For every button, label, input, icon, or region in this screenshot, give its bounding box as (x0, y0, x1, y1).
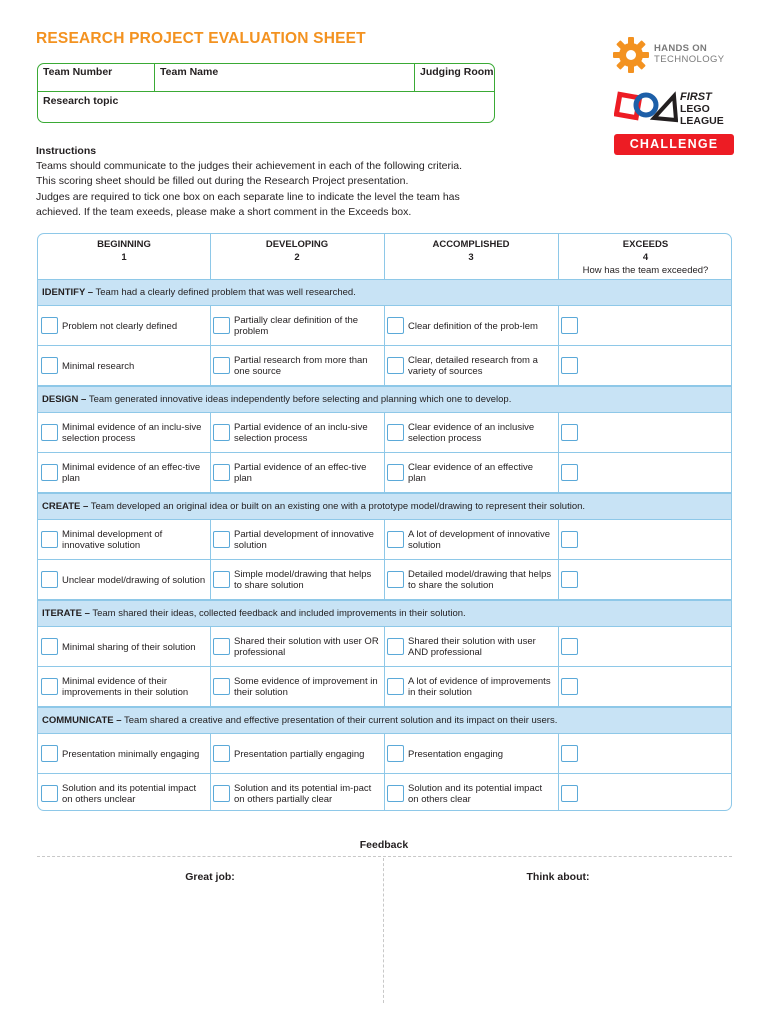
level-header (384, 234, 558, 279)
criteria-text: Partial evidence of an effec-tive plan (234, 462, 367, 484)
column-divider (558, 627, 559, 666)
column-divider (384, 453, 385, 492)
column-divider (558, 453, 559, 492)
tick-checkbox[interactable] (387, 357, 404, 374)
criteria-text: Solution and its potential impact on others unclear (62, 783, 197, 805)
tick-checkbox[interactable] (561, 571, 578, 588)
fll-challenge-banner: CHALLENGE (614, 134, 734, 155)
level-number: 4 (642, 252, 649, 263)
criteria-cell (38, 560, 210, 600)
tick-checkbox[interactable] (213, 531, 230, 548)
tick-checkbox[interactable] (41, 317, 58, 334)
category-description: Team had a clearly defined problem that was well researched. (93, 287, 356, 298)
tick-checkbox[interactable] (41, 678, 58, 695)
criteria-text: Clear evidence of an inclusive selection process (408, 422, 535, 444)
criteria-cell (384, 346, 558, 386)
criteria-cell (384, 560, 558, 600)
criteria-cell (210, 346, 384, 386)
criteria-row (38, 413, 731, 453)
criteria-text: Solution and its potential impact on others clear (408, 783, 543, 805)
column-divider (558, 734, 559, 773)
criteria-text: Shared their solution with user OR professional (234, 636, 379, 658)
tick-checkbox[interactable] (561, 638, 578, 655)
criteria-cell (38, 453, 210, 493)
tick-checkbox[interactable] (387, 638, 404, 655)
criteria-text: Solution and its potential im-pact on others partially clear (234, 783, 372, 805)
criteria-cell (384, 627, 558, 667)
column-divider (210, 560, 211, 599)
category-description: Team shared a creative and effective presentation of their current solution and its impact on their users. (121, 715, 558, 726)
category-name: DESIGN – (42, 394, 87, 405)
judging-room-field[interactable]: Judging Room (420, 66, 494, 78)
criteria-cell (384, 734, 558, 774)
criteria-cell (210, 453, 384, 493)
criteria-text: Minimal evidence of an inclu-sive selection process (62, 422, 202, 444)
tick-checkbox[interactable] (41, 785, 58, 802)
criteria-cell (210, 734, 384, 774)
tick-checkbox[interactable] (41, 424, 58, 441)
level-header (558, 234, 732, 279)
tick-checkbox[interactable] (387, 531, 404, 548)
tick-checkbox[interactable] (387, 745, 404, 762)
criteria-cell (384, 413, 558, 453)
column-divider (384, 627, 385, 666)
criteria-cell (558, 774, 732, 811)
team-number-field[interactable]: Team Number (38, 64, 155, 92)
column-divider (558, 774, 559, 811)
criteria-cell (558, 306, 732, 346)
level-label: EXCEEDS (622, 239, 669, 250)
criteria-text: Clear evidence of an effective plan (408, 462, 533, 484)
tick-checkbox[interactable] (561, 424, 578, 441)
criteria-text: Unclear model/drawing of solution (62, 574, 206, 586)
tick-checkbox[interactable] (213, 745, 230, 762)
category-description: Team shared their ideas, collected feedback and included improvements in their solution. (89, 608, 466, 619)
column-divider (558, 667, 559, 706)
instructions-heading: Instructions (36, 145, 97, 157)
tick-checkbox[interactable] (387, 424, 404, 441)
category-name: COMMUNICATE – (42, 715, 122, 726)
criteria-text: Some evidence of improvement in their solution (234, 676, 378, 698)
criteria-text: Presentation minimally engaging (62, 748, 200, 760)
criteria-cell (38, 306, 210, 346)
criteria-cell (210, 667, 384, 707)
research-topic-field[interactable]: Research topic (43, 95, 119, 107)
column-divider (210, 413, 211, 452)
criteria-text: Partial research from more than one source (234, 355, 368, 377)
tick-checkbox[interactable] (213, 317, 230, 334)
tick-checkbox[interactable] (561, 357, 578, 374)
fll-first-text: FIRST (680, 91, 712, 103)
criteria-cell (210, 520, 384, 560)
criteria-cell (558, 667, 732, 707)
level-label: DEVELOPING (265, 239, 329, 250)
criteria-text: Partial development of innovative solution (234, 529, 374, 551)
instructions-line: achieved. If the team exeeds, please make a short comment in the Exceeds box. (36, 205, 412, 218)
tick-checkbox[interactable] (561, 785, 578, 802)
criteria-cell (38, 520, 210, 560)
criteria-text: Minimal research (62, 360, 135, 372)
column-divider (210, 667, 211, 706)
tick-checkbox[interactable] (561, 531, 578, 548)
page-title: RESEARCH PROJECT EVALUATION SHEET (36, 30, 366, 47)
criteria-row (38, 667, 731, 707)
category-row (38, 279, 731, 306)
instructions-line: Judges are required to tick one box on each separate line to indicate the level the team has (36, 190, 460, 203)
category-name: CREATE – (42, 501, 89, 512)
tick-checkbox[interactable] (561, 745, 578, 762)
criteria-text: A lot of development of innovative solution (408, 529, 551, 551)
feedback-title: Feedback (359, 839, 409, 851)
tick-checkbox[interactable] (561, 678, 578, 695)
column-divider (384, 667, 385, 706)
team-name-field[interactable]: Team Name (155, 64, 415, 92)
category-description: Team developed an original idea or built on an existing one with a prototype model/drawing to represent their solution. (88, 501, 586, 512)
tick-checkbox[interactable] (41, 357, 58, 374)
column-divider (384, 520, 385, 559)
level-number: 2 (294, 252, 300, 263)
criteria-cell (558, 520, 732, 560)
level-header (38, 234, 210, 279)
criteria-row (38, 560, 731, 600)
column-divider (384, 413, 385, 452)
tick-checkbox[interactable] (41, 464, 58, 481)
instructions-line: Teams should communicate to the judges their achievement in each of the following criteria. (36, 160, 463, 173)
criteria-cell (38, 667, 210, 707)
column-divider (210, 346, 211, 385)
criteria-text: Shared their solution with user AND professional (408, 636, 536, 658)
team-info-box (37, 63, 495, 123)
column-divider (384, 774, 385, 811)
criteria-cell (384, 774, 558, 811)
criteria-cell (384, 520, 558, 560)
category-name: ITERATE – (42, 608, 90, 619)
first-lego-league-challenge-logo (614, 86, 734, 156)
criteria-cell (558, 560, 732, 600)
level-header (210, 234, 384, 279)
criteria-text: Minimal development of innovative solution (62, 529, 163, 551)
criteria-text: Minimal evidence of their improvements in their solution (62, 676, 189, 698)
criteria-cell (558, 453, 732, 493)
criteria-cell (210, 627, 384, 667)
criteria-text: A lot of evidence of improvements in their solution (408, 676, 551, 698)
level-number: 3 (468, 252, 474, 263)
hands-on-technology-gear-icon (612, 36, 650, 74)
great-job-label: Great job: (185, 871, 235, 883)
tick-checkbox[interactable] (213, 678, 230, 695)
column-divider (210, 627, 211, 666)
tick-checkbox[interactable] (561, 317, 578, 334)
tick-checkbox[interactable] (387, 785, 404, 802)
instructions-line: This scoring sheet should be filled out during the Research Project presentation. (36, 175, 409, 188)
criteria-text: Minimal sharing of their solution (62, 641, 196, 653)
tick-checkbox[interactable] (213, 357, 230, 374)
criteria-text: Partial evidence of an inclu-sive selection process (234, 422, 368, 444)
tick-checkbox[interactable] (561, 464, 578, 481)
criteria-cell (38, 627, 210, 667)
category-row (38, 386, 731, 413)
column-divider (384, 346, 385, 385)
criteria-text: Partially clear definition of the problem (234, 315, 359, 337)
column-divider (558, 413, 559, 452)
level-number: 1 (121, 252, 127, 263)
column-divider (384, 560, 385, 599)
criteria-row (38, 520, 731, 560)
tick-checkbox[interactable] (387, 678, 404, 695)
evaluation-rubric-table (37, 233, 732, 811)
tick-checkbox[interactable] (213, 638, 230, 655)
tick-checkbox[interactable] (41, 571, 58, 588)
criteria-row (38, 453, 731, 493)
criteria-row (38, 774, 731, 811)
criteria-text: Problem not clearly defined (62, 320, 178, 332)
criteria-cell (210, 413, 384, 453)
tick-checkbox[interactable] (213, 785, 230, 802)
criteria-cell (210, 306, 384, 346)
criteria-cell (210, 774, 384, 811)
instructions (36, 144, 506, 220)
tick-checkbox[interactable] (213, 424, 230, 441)
column-divider (210, 453, 211, 492)
tick-checkbox[interactable] (41, 638, 58, 655)
criteria-cell (384, 453, 558, 493)
criteria-cell (558, 627, 732, 667)
criteria-cell (558, 413, 732, 453)
criteria-text: Minimal evidence of an effec-tive plan (62, 462, 201, 484)
level-note: How has the team exceeded? (582, 265, 709, 276)
criteria-cell (38, 734, 210, 774)
fll-shapes-icon (614, 88, 678, 132)
fll-lego-text: LEGO (680, 103, 710, 115)
column-divider (558, 560, 559, 599)
criteria-text: Clear, detailed research from a variety of sources (408, 355, 538, 377)
column-divider (384, 306, 385, 345)
tick-checkbox[interactable] (41, 745, 58, 762)
criteria-cell (38, 774, 210, 811)
technology-text: TECHNOLOGY (654, 54, 725, 65)
column-divider (210, 774, 211, 811)
think-about-label: Think about: (526, 871, 590, 883)
team-info-row (38, 64, 494, 92)
criteria-row (38, 346, 731, 386)
category-row (38, 707, 731, 734)
tick-checkbox[interactable] (387, 317, 404, 334)
column-divider (210, 520, 211, 559)
criteria-text: Clear definition of the prob-lem (408, 320, 538, 332)
criteria-cell (210, 560, 384, 600)
criteria-cell (558, 734, 732, 774)
tick-checkbox[interactable] (387, 571, 404, 588)
criteria-row (38, 734, 731, 774)
column-divider (558, 520, 559, 559)
criteria-row (38, 627, 731, 667)
column-divider (210, 234, 211, 279)
category-row (38, 493, 731, 520)
column-divider (558, 346, 559, 385)
tick-checkbox[interactable] (41, 531, 58, 548)
category-name: IDENTIFY – (42, 287, 94, 298)
column-divider (384, 234, 385, 279)
criteria-cell (558, 346, 732, 386)
fll-league-text: LEAGUE (680, 115, 724, 127)
tick-checkbox[interactable] (213, 571, 230, 588)
category-row (38, 600, 731, 627)
tick-checkbox[interactable] (387, 464, 404, 481)
criteria-cell (38, 413, 210, 453)
criteria-text: Simple model/drawing that helps to share solution (234, 569, 372, 591)
column-divider (384, 734, 385, 773)
column-divider (558, 234, 559, 279)
criteria-cell (384, 667, 558, 707)
hands-on-text: HANDS ON (654, 43, 708, 54)
tick-checkbox[interactable] (213, 464, 230, 481)
criteria-text: Presentation partially engaging (234, 748, 365, 760)
hands-on-technology-logo (612, 36, 736, 74)
column-divider (210, 306, 211, 345)
criteria-cell (384, 306, 558, 346)
column-divider (558, 306, 559, 345)
feedback-divider (37, 856, 732, 857)
criteria-text: Detailed model/drawing that helps to share the solution (408, 569, 552, 591)
criteria-text: Presentation engaging (408, 748, 504, 760)
criteria-cell (38, 346, 210, 386)
column-divider (210, 734, 211, 773)
level-label: BEGINNING (97, 239, 151, 250)
level-label: ACCOMPLISHED (432, 239, 510, 250)
criteria-row (38, 306, 731, 346)
category-description: Team generated innovative ideas independently before selecting and planning which one to develop. (86, 394, 512, 405)
